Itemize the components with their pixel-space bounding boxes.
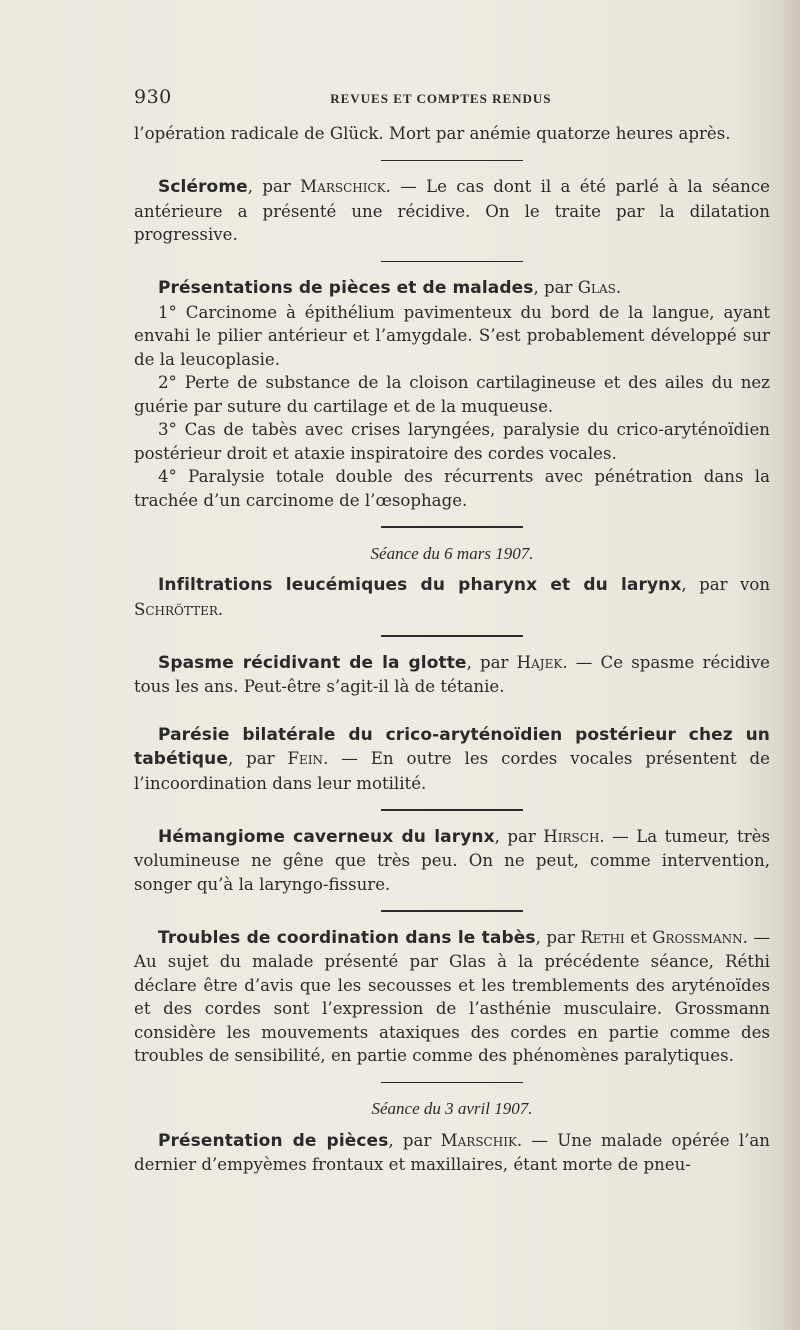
- section-divider: [381, 261, 523, 263]
- entry-title: Présentations de pièces et de malades: [158, 278, 534, 298]
- entry-text: . — Ce spasme récidive tous les ans. Peut-être s’agit-il là de tétanie.: [134, 652, 770, 696]
- page-header: [134, 86, 770, 114]
- page-edge-shadow: [778, 0, 800, 1330]
- entry-author-prefix: , par: [247, 177, 301, 196]
- page-number: 930: [134, 86, 172, 108]
- paragraph: 3° Cas de tabès avec crises laryngées, paralysie du crico-aryténoïdien postérieur droit et ataxie inspiratoire des cordes vocales.: [134, 420, 770, 463]
- entry-text: . — Une malade opérée l’an dernier d’empyèmes frontaux et maxillaires, étant morte de pneu-: [134, 1130, 770, 1174]
- entry-title: Présentation de pièces: [158, 1130, 389, 1151]
- entry-author: Fein: [287, 749, 324, 768]
- report-entry: [134, 651, 770, 699]
- report-entry: [134, 723, 770, 796]
- section-divider: [381, 526, 523, 528]
- paragraph: 4° Paralysie totale double des récurrents avec pénétration dans la trachée d’un carcinome de l’œsophage.: [134, 467, 770, 510]
- entry-author: Marschick: [300, 177, 386, 196]
- entry-text: .: [615, 278, 622, 297]
- entry-author: Schrötter: [134, 599, 218, 619]
- report-entry: [134, 1129, 770, 1177]
- entry-text: . — En outre les cordes vocales présentent de l’incoordination dans leur motilité.: [134, 749, 770, 793]
- paragraph: 1° Carcinome à épithélium pavimenteux du bord de la langue, ayant envahi le pilier antérieur et l’amygdale. S’est probablement développé sur de la leucoplasie.: [134, 302, 770, 369]
- session-heading: Séance du 3 avril 1907.: [371, 1099, 533, 1118]
- entry-title: Infiltrations leucémiques du pharynx et du larynx: [158, 575, 682, 595]
- entry-title: Hémangiome caverneux du larynx: [158, 826, 495, 847]
- entry-title: Sclérome: [158, 177, 248, 197]
- section-divider: [381, 635, 523, 637]
- entry-title: Parésie bilatérale du crico-aryténoïdien postérieur chez un tabétique: [134, 724, 770, 769]
- report-entry: [134, 926, 770, 1068]
- report-entry: [134, 276, 770, 301]
- session-heading: Séance du 6 mars 1907.: [370, 543, 534, 563]
- article-body: [134, 122, 770, 1177]
- entry-author-prefix: , par: [494, 826, 544, 846]
- section-gap: [134, 699, 770, 723]
- entry-author-prefix: , par: [535, 927, 581, 947]
- entry-author-prefix: , par: [227, 749, 288, 768]
- page-content: [134, 86, 770, 1177]
- report-entry: [134, 175, 770, 247]
- entry-author-prefix: , par: [533, 278, 578, 297]
- paragraph: 2° Perte de substance de la cloison cartilagineuse et des ailes du nez guérie par suture du cartilage et de la muqueuse.: [134, 373, 770, 416]
- entry-author: Glas: [577, 278, 616, 297]
- entry-text: . — La tumeur, très volumineuse ne gêne que très peu. On ne peut, comme intervention, songer qu’à la laryngo-fissure.: [134, 826, 770, 894]
- entry-author: Marschik: [440, 1130, 517, 1150]
- entry-conjunction: et: [624, 927, 653, 947]
- entry-title: Troubles de coordination dans le tabès: [158, 927, 536, 948]
- entry-text: . — Au sujet du malade présenté par Glas à la précédente séance, Réthi déclare être d’avis que les secousses et les tremblements des aryténoïdes et des cordes sont l’expression de l’asthénie musculaire. Grossmann considère les mouvements ataxiques des cordes en partie comme des troubles de sensibilité, en partie comme des phénomènes paralytiques.: [134, 927, 770, 1065]
- entry-author-prefix: , par von: [681, 575, 771, 594]
- entry-text: . — Le cas dont il a été parlé à la séance antérieure a présenté une récidive. On le traite par la dilatation progressive.: [134, 177, 770, 244]
- entry-author-prefix: , par: [388, 1130, 441, 1150]
- section-divider: [381, 809, 523, 811]
- section-divider: [381, 1082, 523, 1084]
- entry-author: Rethi: [580, 927, 625, 947]
- entry-author-2: Grossmann: [652, 927, 743, 947]
- paragraph: l’opération radicale de Glück. Mort par anémie quatorze heures après.: [134, 124, 731, 143]
- report-entry: [134, 573, 770, 621]
- running-head: REVUES ET COMPTES RENDUS: [330, 91, 552, 106]
- entry-text: .: [217, 599, 224, 619]
- section-divider: [381, 160, 523, 162]
- entry-author: Hirsch: [543, 826, 600, 846]
- entry-title: Spasme récidivant de la glotte: [158, 652, 467, 673]
- section-divider: [381, 910, 523, 912]
- entry-author-prefix: , par: [466, 652, 517, 672]
- report-entry: [134, 825, 770, 897]
- entry-author: Hajek: [516, 652, 563, 672]
